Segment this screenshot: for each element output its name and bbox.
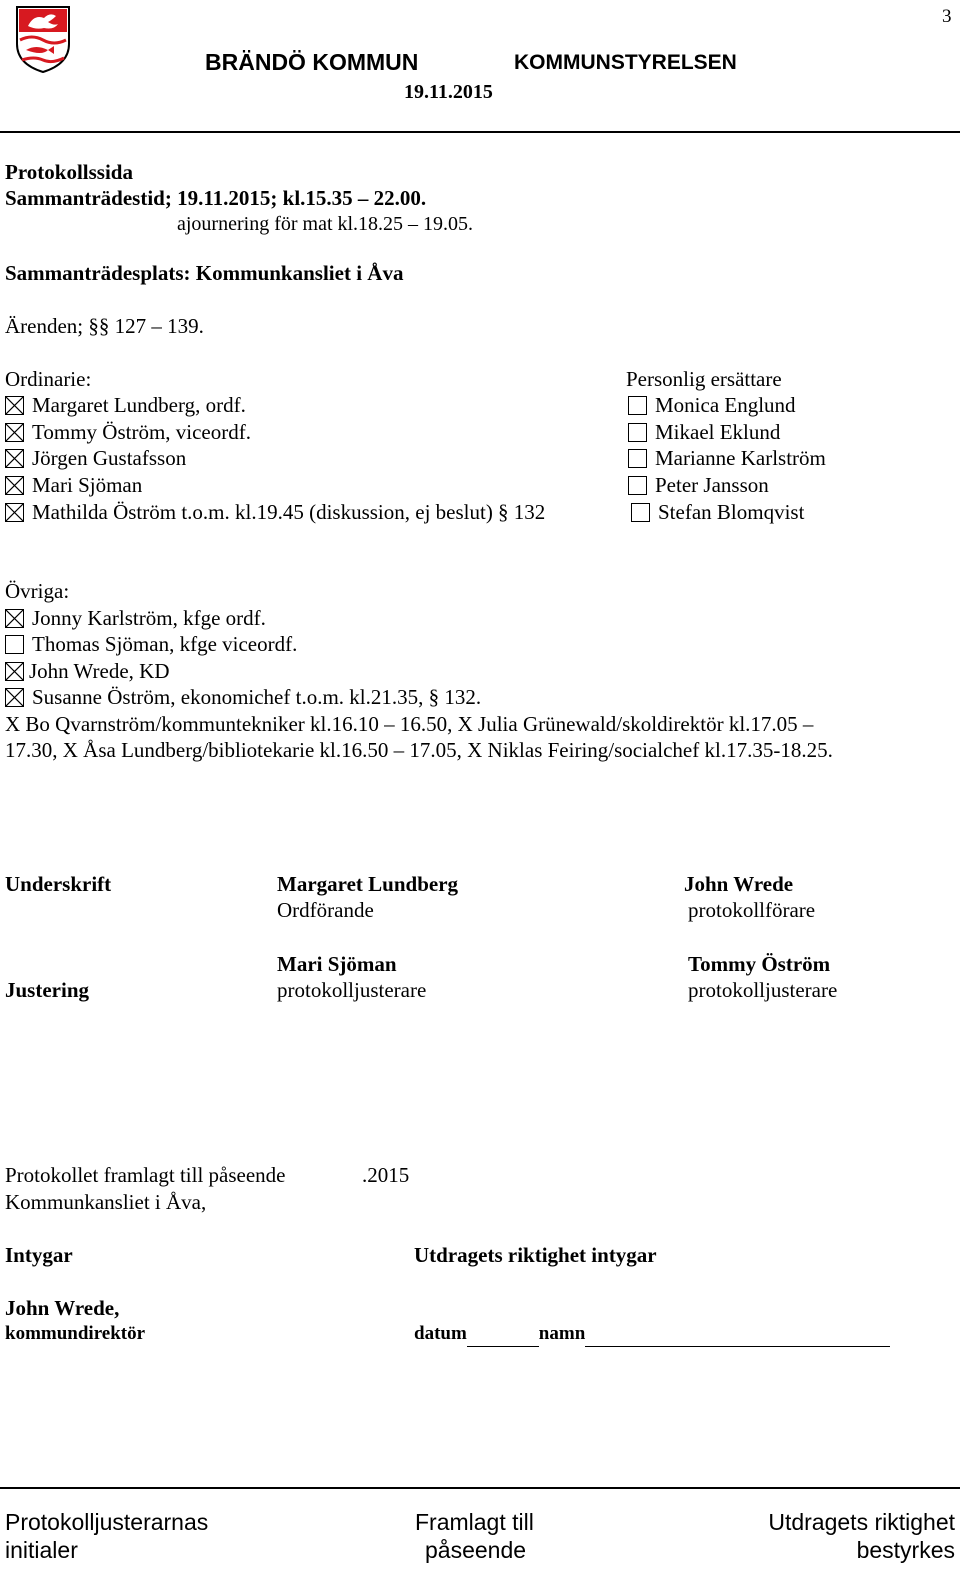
adjuster1-name: Mari Sjöman xyxy=(277,952,397,976)
signer-title: kommundirektör xyxy=(5,1323,146,1344)
header-date: 19.11.2015 xyxy=(404,81,493,103)
footer-col1 xyxy=(5,1508,208,1564)
footer-col1-line1: Protokolljusterarnas xyxy=(5,1509,209,1535)
list-item: Mari Sjöman xyxy=(5,472,142,498)
checked-box-icon xyxy=(5,423,24,442)
adjuster2-role: protokolljusterare xyxy=(688,978,838,1002)
intygar-label: Intygar xyxy=(5,1243,73,1267)
checked-box-icon xyxy=(5,609,24,628)
protocol-label: Protokollssida xyxy=(5,160,133,184)
header-divider xyxy=(0,131,960,133)
unchecked-box-icon xyxy=(628,476,647,495)
extract-label: Utdragets riktighet intygar xyxy=(414,1243,657,1267)
footer-col1-line2: initialer xyxy=(5,1537,78,1563)
list-item: Monica Englund xyxy=(628,392,796,418)
list-item: Mikael Eklund xyxy=(628,419,780,445)
footer-col3-line2: bestyrkes xyxy=(856,1537,955,1563)
footer-col3 xyxy=(768,1508,955,1564)
list-item: Tommy Öström, viceordf. xyxy=(5,419,251,445)
list-item: Susanne Öström, ekonomichef t.o.m. kl.21.35, § 132. xyxy=(5,684,481,710)
secretary-name: John Wrede xyxy=(684,872,794,896)
unchecked-box-icon xyxy=(628,396,647,415)
board-name: KOMMUNSTYRELSEN xyxy=(514,51,737,74)
checked-box-icon xyxy=(5,503,24,522)
unchecked-box-icon xyxy=(628,449,647,468)
justering-label: Justering xyxy=(5,978,89,1002)
ovriga-extra-line: X Bo Qvarnström/kommuntekniker kl.16.10 – 16.50, X Julia Grünewald/skoldirektör kl.17.05 – xyxy=(5,712,814,736)
checked-box-icon xyxy=(5,449,24,468)
checked-box-icon xyxy=(5,476,24,495)
municipality-name: BRÄNDÖ KOMMUN xyxy=(205,49,419,75)
meeting-time: Sammanträdestid; 19.11.2015; kl.15.35 – 22.00. xyxy=(5,186,427,210)
datum-underline xyxy=(467,1328,539,1347)
checked-box-icon xyxy=(5,662,24,681)
footer-col2 xyxy=(415,1508,534,1564)
footer-col3-line1: Utdragets riktighet xyxy=(768,1509,955,1535)
unchecked-box-icon xyxy=(631,503,650,522)
unchecked-box-icon xyxy=(628,423,647,442)
list-item: Marianne Karlström xyxy=(628,445,826,471)
underskrift-label: Underskrift xyxy=(5,872,112,896)
list-item: Peter Jansson xyxy=(628,472,769,498)
list-item: Jonny Karlström, kfge ordf. xyxy=(5,605,266,631)
cases: Ärenden; §§ 127 – 139. xyxy=(5,314,204,338)
posting-place: Kommunkansliet i Åva, xyxy=(5,1190,207,1214)
page-number: 3 xyxy=(942,6,952,27)
meeting-place: Sammanträdesplats: Kommunkansliet i Åva xyxy=(5,261,404,285)
footer-divider xyxy=(0,1487,960,1489)
footer-col2-line1: Framlagt till xyxy=(415,1509,534,1535)
signer-name: John Wrede, xyxy=(5,1296,120,1320)
chair-name: Margaret Lundberg xyxy=(277,872,459,896)
ersattare-label: Personlig ersättare xyxy=(626,367,782,391)
coat-of-arms-logo xyxy=(14,4,72,74)
list-item: Stefan Blomqvist xyxy=(631,499,804,525)
ordinarie-label: Ordinarie: xyxy=(5,367,92,391)
adjuster1-role: protokolljusterare xyxy=(277,978,427,1002)
list-item: Margaret Lundberg, ordf. xyxy=(5,392,246,418)
adjuster2-name: Tommy Öström xyxy=(688,952,831,976)
adjournment: ajournering för mat kl.18.25 – 19.05. xyxy=(177,213,474,235)
chair-role: Ordförande xyxy=(277,898,374,922)
namn-label: namn xyxy=(538,1323,586,1344)
secretary-role: protokollförare xyxy=(688,898,816,922)
unchecked-box-icon xyxy=(5,635,24,654)
footer-col2-line2: påseende xyxy=(425,1537,527,1563)
ovriga-label: Övriga: xyxy=(5,579,70,603)
posting-line: Protokollet framlagt till påseende xyxy=(5,1163,286,1187)
list-item: Mathilda Öström t.o.m. kl.19.45 (diskussion, ej beslut) § 132 xyxy=(5,499,545,525)
list-item: Jörgen Gustafsson xyxy=(5,445,186,471)
list-item: Thomas Sjöman, kfge viceordf. xyxy=(5,631,297,657)
checked-box-icon xyxy=(5,396,24,415)
checked-box-icon xyxy=(5,688,24,707)
datum-label: datum xyxy=(414,1323,467,1344)
datum-namn-line xyxy=(414,1321,890,1347)
list-item: John Wrede, KD xyxy=(5,658,170,684)
posting-year: .2015 xyxy=(362,1163,410,1187)
namn-underline xyxy=(585,1328,890,1347)
ovriga-extra-line: 17.30, X Åsa Lundberg/bibliotekarie kl.16.50 – 17.05, X Niklas Feiring/socialchef kl.17.35-18.25. xyxy=(5,738,833,762)
